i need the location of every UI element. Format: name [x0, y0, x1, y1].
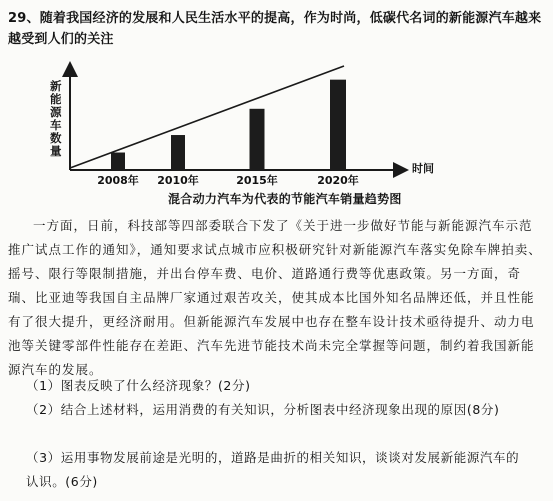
question-3: （3）运用事物发展前途是光明的，道路是曲折的相关知识，谈谈对发展新能源汽车的认识。(6分)	[26, 450, 520, 489]
chart-svg	[0, 60, 553, 210]
x-tick-label: 2015年	[236, 174, 278, 187]
trend-line	[70, 66, 344, 168]
chart-caption: 混合动力汽车为代表的节能汽车销量趋势图	[168, 192, 402, 206]
sales-trend-chart	[0, 60, 553, 210]
x-tick-label: 2010年	[157, 174, 199, 187]
bar-2010年	[171, 135, 185, 170]
bar-2015年	[250, 109, 265, 170]
x-tick-label: 2020年	[317, 174, 359, 187]
x-tick-label: 2008年	[97, 174, 139, 187]
bar-2020年	[330, 80, 346, 170]
y-axis-label: 新能源车数量	[50, 79, 62, 158]
x-axis-label: 时间	[412, 162, 434, 175]
bar-2008年	[111, 153, 125, 170]
question-1: （1）图表反映了什么经济现象？(2分)	[26, 378, 251, 393]
material-paragraph: 一方面，日前，科技部等四部委联合下发了《关于进一步做好节能与新能源汽车示范推广试点工作的通知》，通知要求试点城市应积极研究针对新能源汽车落实免除车牌拍卖、摇号、限行等限制措施，并出台停车费、电价、道路通行费等优惠政策。另一方面，奇瑞、比亚迪等我国自主品牌厂家通过艰苦攻关，使其成本比国外知名品牌还低，并且性能有了很大提升，更经济耐用。但新能源汽车发展中也存在整车设计技术亟待提升、动力电池等关键零部件性能存在差距、汽车先进节能技术尚未完全掌握等问题，制约着我国新能源汽车的发展。	[8, 218, 542, 377]
question-title: 29、随着我国经济的发展和人民生活水平的提高，作为时尚，低碳代名词的新能源汽车越来越受到人们的关注	[8, 11, 542, 47]
question-2: （2）结合上述材料，运用消费的有关知识，分析图表中经济现象出现的原因(8分)	[26, 402, 500, 417]
